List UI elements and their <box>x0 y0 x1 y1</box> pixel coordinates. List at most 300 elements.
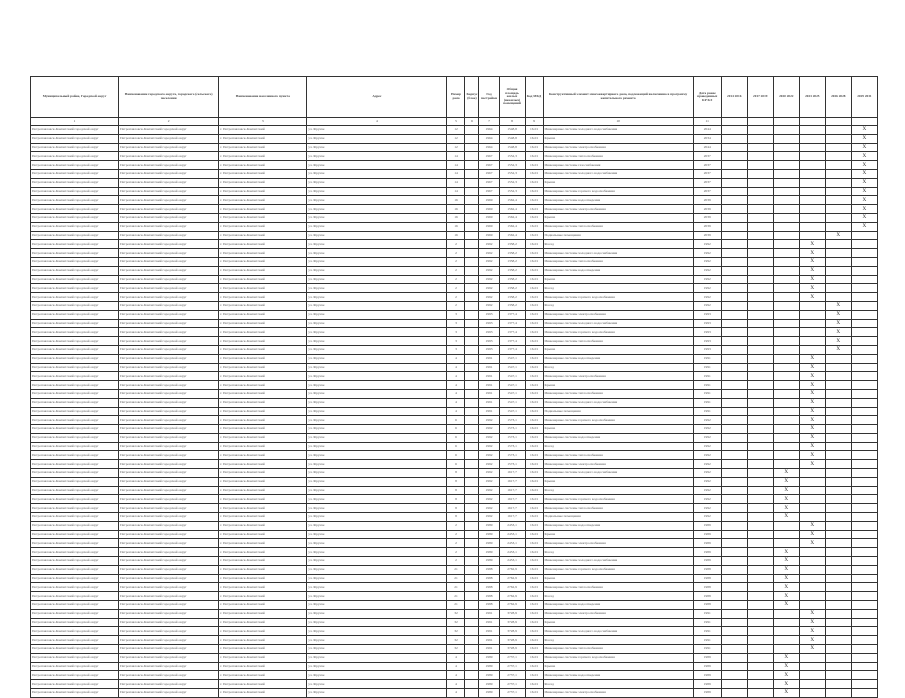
cell-year-built: 1992 <box>479 469 499 478</box>
cell-address: ул. Фрунзе <box>307 134 447 143</box>
cell-area: 1617,7 <box>499 495 525 504</box>
cell-municipality: Петропавловск-Камчатский городской округ <box>31 354 119 363</box>
mark-2026 <box>825 416 851 425</box>
cell-korpus <box>465 504 479 513</box>
mark-2020 <box>773 433 799 442</box>
cell-area: 1617,7 <box>499 477 525 486</box>
mark-2020 <box>773 161 799 170</box>
cell-municipality: Петропавловск-Камчатский городской округ <box>31 372 119 381</box>
mark-2017 <box>747 310 773 319</box>
mark-2026 <box>825 213 851 222</box>
mark-2020 <box>773 310 799 319</box>
cell-settlement: Петропавловск-Камчатский городской округ <box>119 530 219 539</box>
cell-year-built: 1967 <box>479 152 499 161</box>
table-row <box>31 196 878 205</box>
cell-structural-element: Инженерные системы теплоснабжения <box>543 222 693 231</box>
mark-2026 <box>825 645 851 654</box>
mark-2029: X <box>851 205 877 214</box>
cell-prev-repair-date: 1992 <box>693 495 721 504</box>
mark-2029 <box>851 433 877 442</box>
header-period-2023: 2023 2025 <box>799 77 825 118</box>
mark-2023: X <box>799 425 825 434</box>
mark-2020 <box>773 293 799 302</box>
cell-mkd-code: 16-01 <box>525 328 543 337</box>
cell-address: ул. Фрунзе <box>307 433 447 442</box>
cell-area: 1617,7 <box>499 486 525 495</box>
mark-2014 <box>721 636 747 645</box>
cell-structural-element: Инженерные системы водоотведения <box>543 671 693 680</box>
table-row <box>31 266 878 275</box>
cell-municipality: Петропавловск-Камчатский городской округ <box>31 425 119 434</box>
cell-year-built: 1991 <box>479 389 499 398</box>
mark-2023 <box>799 548 825 557</box>
mark-2026 <box>825 389 851 398</box>
header-period-2020: 2020 2022 <box>773 77 799 118</box>
cell-year-built: 1989 <box>479 680 499 689</box>
cell-structural-element: Крыша <box>543 178 693 187</box>
mark-2017 <box>747 689 773 698</box>
mark-2029 <box>851 504 877 513</box>
mark-2014 <box>721 169 747 178</box>
mark-2023: X <box>799 389 825 398</box>
cell-address: ул. Фрунзе <box>307 645 447 654</box>
mark-2026: X <box>825 231 851 240</box>
mark-2014 <box>721 301 747 310</box>
cell-address: ул. Фрунзе <box>307 319 447 328</box>
cell-municipality: Петропавловск-Камчатский городской округ <box>31 609 119 618</box>
cell-prev-repair-date: 1989 <box>693 689 721 698</box>
cell-locality: г. Петропавловск-Камчатский <box>219 126 307 135</box>
mark-2017 <box>747 477 773 486</box>
column-number <box>747 118 773 126</box>
cell-area: 1358,2 <box>499 266 525 275</box>
header-mkd-code: Код МКД <box>525 77 543 118</box>
mark-2020: X <box>773 469 799 478</box>
mark-2017 <box>747 539 773 548</box>
cell-locality: г. Петропавловск-Камчатский <box>219 504 307 513</box>
cell-settlement: Петропавловск-Камчатский городской округ <box>119 266 219 275</box>
cell-house-number: 32 <box>447 609 465 618</box>
capital-repair-table <box>30 76 878 698</box>
cell-locality: г. Петропавловск-Камчатский <box>219 407 307 416</box>
cell-structural-element: Инженерные системы электроснабжения <box>543 689 693 698</box>
table-row <box>31 636 878 645</box>
cell-house-number: 4 <box>447 398 465 407</box>
cell-structural-element: Инженерные системы теплоснабжения <box>543 645 693 654</box>
cell-korpus <box>465 433 479 442</box>
mark-2017 <box>747 328 773 337</box>
cell-korpus <box>465 213 479 222</box>
mark-2017 <box>747 337 773 346</box>
mark-2014 <box>721 222 747 231</box>
mark-2017 <box>747 231 773 240</box>
cell-prev-repair-date: 1989 <box>693 521 721 530</box>
mark-2017 <box>747 565 773 574</box>
cell-locality: г. Петропавловск-Камчатский <box>219 275 307 284</box>
header-korpus: Корпус (блок) <box>465 77 479 118</box>
mark-2029: X <box>851 143 877 152</box>
mark-2029 <box>851 257 877 266</box>
cell-korpus <box>465 636 479 645</box>
cell-korpus <box>465 416 479 425</box>
mark-2029: X <box>851 222 877 231</box>
mark-2020: X <box>773 601 799 610</box>
mark-2023 <box>799 161 825 170</box>
cell-korpus <box>465 249 479 258</box>
cell-locality: г. Петропавловск-Камчатский <box>219 539 307 548</box>
mark-2017 <box>747 178 773 187</box>
cell-address: ул. Фрунзе <box>307 557 447 566</box>
cell-prev-repair-date: 1988 <box>693 565 721 574</box>
mark-2026 <box>825 398 851 407</box>
cell-korpus <box>465 152 479 161</box>
cell-mkd-code: 16-01 <box>525 205 543 214</box>
table-row <box>31 513 878 522</box>
cell-address: ул. Фрунзе <box>307 583 447 592</box>
cell-house-number: 3 <box>447 319 465 328</box>
table-row <box>31 504 878 513</box>
table-row <box>31 609 878 618</box>
mark-2014 <box>721 389 747 398</box>
mark-2029 <box>851 398 877 407</box>
mark-2020: X <box>773 653 799 662</box>
cell-area: 1552,3 <box>499 187 525 196</box>
cell-locality: г. Петропавловск-Камчатский <box>219 565 307 574</box>
cell-structural-element: Крыша <box>543 134 693 143</box>
table-row <box>31 169 878 178</box>
cell-locality: г. Петропавловск-Камчатский <box>219 486 307 495</box>
cell-year-built: 1992 <box>479 477 499 486</box>
column-number: 11 <box>693 118 721 126</box>
cell-korpus <box>465 363 479 372</box>
cell-settlement: Петропавловск-Камчатский городской округ <box>119 662 219 671</box>
cell-address: ул. Фрунзе <box>307 530 447 539</box>
mark-2017 <box>747 126 773 135</box>
cell-mkd-code: 16-01 <box>525 645 543 654</box>
cell-korpus <box>465 680 479 689</box>
mark-2023 <box>799 680 825 689</box>
table-row <box>31 134 878 143</box>
cell-house-number: 4 <box>447 363 465 372</box>
cell-address: ул. Фрунзе <box>307 284 447 293</box>
table-row <box>31 433 878 442</box>
cell-locality: г. Петропавловск-Камчатский <box>219 328 307 337</box>
cell-area: 1548,8 <box>499 143 525 152</box>
mark-2026 <box>825 266 851 275</box>
mark-2026: X <box>825 328 851 337</box>
mark-2029 <box>851 460 877 469</box>
mark-2020 <box>773 328 799 337</box>
cell-area: 1377,4 <box>499 310 525 319</box>
cell-municipality: Петропавловск-Камчатский городской округ <box>31 310 119 319</box>
mark-2026 <box>825 513 851 522</box>
cell-mkd-code: 16-01 <box>525 653 543 662</box>
cell-house-number: 4 <box>447 389 465 398</box>
cell-year-built: 1967 <box>479 169 499 178</box>
table-row <box>31 592 878 601</box>
cell-locality: г. Петропавловск-Камчатский <box>219 583 307 592</box>
cell-year-built: 1992 <box>479 486 499 495</box>
table-row <box>31 381 878 390</box>
cell-korpus <box>465 389 479 398</box>
cell-settlement: Петропавловск-Камчатский городской округ <box>119 161 219 170</box>
header-year-built: Год постройки <box>479 77 499 118</box>
cell-prev-repair-date: 2044 <box>693 126 721 135</box>
cell-area: 1358,2 <box>499 249 525 258</box>
mark-2023: X <box>799 416 825 425</box>
cell-area: 1358,2 <box>499 293 525 302</box>
cell-korpus <box>465 477 479 486</box>
cell-korpus <box>465 310 479 319</box>
mark-2014 <box>721 671 747 680</box>
cell-address: ул. Фрунзе <box>307 372 447 381</box>
cell-municipality: Петропавловск-Камчатский городской округ <box>31 381 119 390</box>
table-row <box>31 574 878 583</box>
mark-2017 <box>747 249 773 258</box>
cell-locality: г. Петропавловск-Камчатский <box>219 495 307 504</box>
cell-structural-element: Инженерные системы водоотведения <box>543 601 693 610</box>
cell-mkd-code: 16-01 <box>525 548 543 557</box>
cell-locality: г. Петропавловск-Камчатский <box>219 169 307 178</box>
cell-municipality: Петропавловск-Камчатский городской округ <box>31 565 119 574</box>
mark-2020 <box>773 425 799 434</box>
cell-settlement: Петропавловск-Камчатский городской округ <box>119 486 219 495</box>
cell-municipality: Петропавловск-Камчатский городской округ <box>31 548 119 557</box>
mark-2023 <box>799 319 825 328</box>
cell-settlement: Петропавловск-Камчатский городской округ <box>119 671 219 680</box>
mark-2029 <box>851 293 877 302</box>
mark-2026 <box>825 662 851 671</box>
cell-year-built: 1988 <box>479 583 499 592</box>
cell-year-built: 1991 <box>479 618 499 627</box>
table-row <box>31 231 878 240</box>
cell-mkd-code: 16-01 <box>525 680 543 689</box>
mark-2017 <box>747 407 773 416</box>
mark-2014 <box>721 460 747 469</box>
cell-structural-element: Подвальные помещения <box>543 407 693 416</box>
mark-2023 <box>799 504 825 513</box>
cell-municipality: Петропавловск-Камчатский городской округ <box>31 161 119 170</box>
cell-year-built: 1992 <box>479 293 499 302</box>
cell-mkd-code: 16-01 <box>525 284 543 293</box>
cell-prev-repair-date: 2039 <box>693 213 721 222</box>
mark-2017 <box>747 451 773 460</box>
cell-house-number: 32 <box>447 627 465 636</box>
cell-structural-element: Инженерные системы электроснабжения <box>543 372 693 381</box>
cell-settlement: Петропавловск-Камчатский городской округ <box>119 363 219 372</box>
mark-2026: X <box>825 345 851 354</box>
mark-2017 <box>747 680 773 689</box>
mark-2029 <box>851 328 877 337</box>
cell-address: ул. Фрунзе <box>307 213 447 222</box>
cell-prev-repair-date: 1992 <box>693 433 721 442</box>
cell-area: 1547,1 <box>499 389 525 398</box>
cell-municipality: Петропавловск-Камчатский городской округ <box>31 257 119 266</box>
mark-2020 <box>773 354 799 363</box>
cell-mkd-code: 16-01 <box>525 169 543 178</box>
mark-2017 <box>747 574 773 583</box>
cell-prev-repair-date: 1989 <box>693 662 721 671</box>
cell-settlement: Петропавловск-Камчатский городской округ <box>119 205 219 214</box>
mark-2023: X <box>799 539 825 548</box>
cell-structural-element: Инженерные системы водоотведения <box>543 196 693 205</box>
column-number: 7 <box>479 118 499 126</box>
mark-2023 <box>799 196 825 205</box>
cell-year-built: 1993 <box>479 345 499 354</box>
cell-year-built: 1992 <box>479 249 499 258</box>
cell-structural-element: Крыша <box>543 275 693 284</box>
mark-2017 <box>747 196 773 205</box>
mark-2029 <box>851 425 877 434</box>
mark-2014 <box>721 310 747 319</box>
cell-settlement: Петропавловск-Камчатский городской округ <box>119 425 219 434</box>
mark-2020 <box>773 126 799 135</box>
cell-korpus <box>465 645 479 654</box>
cell-municipality: Петропавловск-Камчатский городской округ <box>31 557 119 566</box>
mark-2029 <box>851 689 877 698</box>
cell-mkd-code: 16-01 <box>525 372 543 381</box>
cell-prev-repair-date: 2044 <box>693 143 721 152</box>
mark-2026 <box>825 653 851 662</box>
mark-2029 <box>851 530 877 539</box>
cell-house-number: 21 <box>447 601 465 610</box>
cell-house-number: 8 <box>447 495 465 504</box>
cell-prev-repair-date: 1991 <box>693 627 721 636</box>
mark-2014 <box>721 257 747 266</box>
cell-house-number: 6 <box>447 442 465 451</box>
table-row <box>31 310 878 319</box>
mark-2029 <box>851 451 877 460</box>
mark-2026 <box>825 469 851 478</box>
mark-2017 <box>747 636 773 645</box>
cell-area: 1547,1 <box>499 363 525 372</box>
mark-2026 <box>825 460 851 469</box>
cell-area: 1552,3 <box>499 169 525 178</box>
cell-year-built: 1989 <box>479 689 499 698</box>
mark-2014 <box>721 495 747 504</box>
cell-municipality: Петропавловск-Камчатский городской округ <box>31 689 119 698</box>
column-number: 4 <box>307 118 447 126</box>
cell-address: ул. Фрунзе <box>307 513 447 522</box>
cell-mkd-code: 16-01 <box>525 398 543 407</box>
cell-locality: г. Петропавловск-Камчатский <box>219 451 307 460</box>
mark-2020: X <box>773 486 799 495</box>
mark-2023: X <box>799 618 825 627</box>
mark-2029 <box>851 618 877 627</box>
cell-locality: г. Петропавловск-Камчатский <box>219 301 307 310</box>
mark-2017 <box>747 530 773 539</box>
cell-prev-repair-date: 1989 <box>693 530 721 539</box>
mark-2017 <box>747 389 773 398</box>
cell-municipality: Петропавловск-Камчатский городской округ <box>31 213 119 222</box>
cell-structural-element: Инженерные системы водоотведения <box>543 433 693 442</box>
cell-area: 1377,4 <box>499 328 525 337</box>
mark-2023 <box>799 592 825 601</box>
mark-2017 <box>747 460 773 469</box>
cell-mkd-code: 16-01 <box>525 152 543 161</box>
cell-address: ул. Фрунзе <box>307 407 447 416</box>
cell-korpus <box>465 143 479 152</box>
header-period-2026: 2026 2028 <box>825 77 851 118</box>
mark-2023: X <box>799 451 825 460</box>
mark-2017 <box>747 381 773 390</box>
mark-2020 <box>773 196 799 205</box>
mark-2023 <box>799 662 825 671</box>
mark-2017 <box>747 442 773 451</box>
cell-municipality: Петропавловск-Камчатский городской округ <box>31 178 119 187</box>
cell-locality: г. Петропавловск-Камчатский <box>219 398 307 407</box>
cell-korpus <box>465 328 479 337</box>
cell-locality: г. Петропавловск-Камчатский <box>219 231 307 240</box>
mark-2014 <box>721 205 747 214</box>
table-row <box>31 178 878 187</box>
table-row <box>31 583 878 592</box>
mark-2017 <box>747 284 773 293</box>
cell-house-number: 4 <box>447 407 465 416</box>
table-row <box>31 398 878 407</box>
cell-locality: г. Петропавловск-Камчатский <box>219 645 307 654</box>
cell-municipality: Петропавловск-Камчатский городской округ <box>31 469 119 478</box>
cell-structural-element: Инженерные системы электроснабжения <box>543 539 693 548</box>
cell-korpus <box>465 345 479 354</box>
cell-year-built: 1967 <box>479 178 499 187</box>
cell-korpus <box>465 187 479 196</box>
cell-municipality: Петропавловск-Камчатский городской округ <box>31 169 119 178</box>
mark-2014 <box>721 486 747 495</box>
mark-2017 <box>747 513 773 522</box>
cell-house-number: 4 <box>447 680 465 689</box>
column-number <box>799 118 825 126</box>
cell-korpus <box>465 530 479 539</box>
cell-municipality: Петропавловск-Камчатский городской округ <box>31 592 119 601</box>
mark-2014 <box>721 293 747 302</box>
mark-2023 <box>799 513 825 522</box>
mark-2023 <box>799 205 825 214</box>
mark-2026 <box>825 504 851 513</box>
cell-prev-repair-date: 1992 <box>693 504 721 513</box>
mark-2020 <box>773 240 799 249</box>
cell-municipality: Петропавловск-Камчатский городской округ <box>31 240 119 249</box>
mark-2020 <box>773 134 799 143</box>
cell-settlement: Петропавловск-Камчатский городской округ <box>119 433 219 442</box>
mark-2029 <box>851 601 877 610</box>
mark-2014 <box>721 477 747 486</box>
cell-year-built: 1969 <box>479 196 499 205</box>
mark-2026 <box>825 601 851 610</box>
column-number: 3 <box>219 118 307 126</box>
cell-municipality: Петропавловск-Камчатский городской округ <box>31 636 119 645</box>
cell-year-built: 1991 <box>479 354 499 363</box>
table-row <box>31 680 878 689</box>
mark-2029 <box>851 671 877 680</box>
cell-settlement: Петропавловск-Камчатский городской округ <box>119 126 219 135</box>
cell-area: 1547,1 <box>499 407 525 416</box>
mark-2026 <box>825 636 851 645</box>
cell-municipality: Петропавловск-Камчатский городской округ <box>31 451 119 460</box>
cell-locality: г. Петропавловск-Камчатский <box>219 530 307 539</box>
cell-address: ул. Фрунзе <box>307 275 447 284</box>
cell-address: ул. Фрунзе <box>307 126 447 135</box>
cell-prev-repair-date: 1993 <box>693 319 721 328</box>
cell-structural-element: Крыша <box>543 618 693 627</box>
cell-prev-repair-date: 2037 <box>693 178 721 187</box>
cell-area: 1548,8 <box>499 134 525 143</box>
table-row <box>31 126 878 135</box>
mark-2026 <box>825 161 851 170</box>
cell-year-built: 1993 <box>479 337 499 346</box>
mark-2020 <box>773 389 799 398</box>
mark-2026 <box>825 152 851 161</box>
